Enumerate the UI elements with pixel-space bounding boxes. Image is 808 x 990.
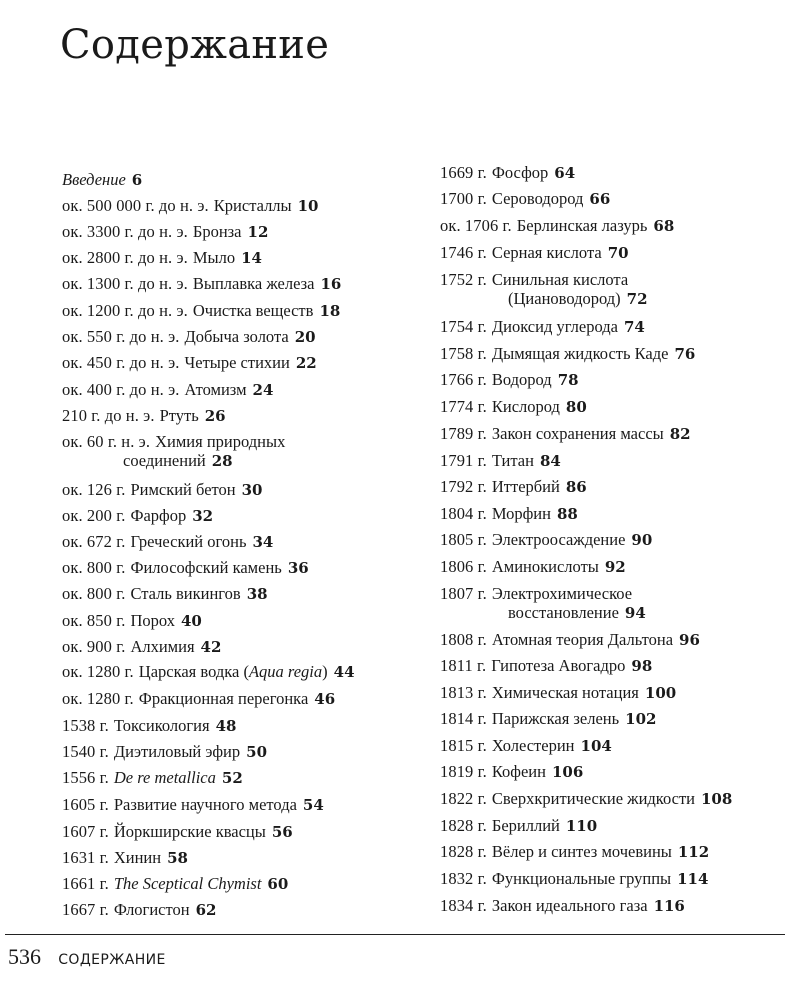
toc-entry xyxy=(440,789,732,809)
toc-entry-date: 1758 г. xyxy=(440,344,487,363)
toc-entry-page: 58 xyxy=(167,849,188,867)
toc-entry-page: 102 xyxy=(625,710,657,728)
toc-entry-date: ок. 900 г. xyxy=(62,637,126,656)
toc-entry-title: Закон сохранения массы xyxy=(491,424,664,443)
toc-entry xyxy=(440,216,674,236)
toc-entry-page: 112 xyxy=(677,843,710,861)
toc-entry xyxy=(440,683,676,703)
toc-entry-title: Сероводород xyxy=(491,189,584,208)
toc-entry-title: Порох xyxy=(130,611,175,630)
toc-entry xyxy=(62,248,262,268)
toc-entry-page: 50 xyxy=(246,743,268,761)
toc-entry-title: Бронза xyxy=(192,222,242,241)
toc-entry-page: 42 xyxy=(200,638,222,656)
toc-entry-title-italic: Aqua regia xyxy=(248,662,323,681)
toc-entry xyxy=(62,380,273,400)
toc-entry xyxy=(440,397,587,417)
toc-entry-page: 88 xyxy=(556,505,578,523)
toc-entry-title: Серная кислота xyxy=(491,243,602,262)
toc-entry-date: 1815 г. xyxy=(440,736,487,755)
toc-entry-title: Четыре стихии xyxy=(184,353,290,372)
toc-entry-date: 1556 г. xyxy=(62,768,109,787)
toc-entry xyxy=(62,662,355,682)
toc-entry xyxy=(62,532,273,552)
toc-entry xyxy=(440,344,695,364)
toc-entry-date: 1774 г. xyxy=(440,397,487,416)
toc-entry-title: The Sceptical Chymist xyxy=(113,874,262,893)
toc-entry-title: Бериллий xyxy=(491,816,560,835)
toc-entry-date: 1791 г. xyxy=(440,451,487,470)
toc-entry-date: 1808 г. xyxy=(440,630,487,649)
toc-entry-title-line2: восстановление xyxy=(508,603,619,622)
toc-entry-date: ок. 800 г. xyxy=(62,558,126,577)
toc-entry-title: Кислород xyxy=(491,397,560,416)
toc-entry-title: Иттербий xyxy=(491,477,560,496)
toc-entry-date: ок. 1706 г. xyxy=(440,216,512,235)
toc-entry-date: 1807 г. xyxy=(440,584,487,603)
toc-entry-page: 108 xyxy=(701,790,733,808)
toc-entry-continuation xyxy=(440,289,648,309)
toc-entry-page: 94 xyxy=(624,604,646,622)
toc-entry-page: 74 xyxy=(623,318,645,336)
toc-entry xyxy=(440,270,648,309)
toc-entry-date: 1832 г. xyxy=(440,869,487,888)
toc-entry-date: 1814 г. xyxy=(440,709,487,728)
toc-entry-title: Диоксид углерода xyxy=(491,317,618,336)
toc-entry xyxy=(62,768,243,788)
toc-entry-title: Фосфор xyxy=(491,163,549,182)
toc-entry xyxy=(440,630,700,650)
toc-entry-date: ок. 450 г. до н. э. xyxy=(62,353,180,372)
toc-entry-date: 1752 г. xyxy=(440,270,487,289)
toc-entry xyxy=(440,584,646,623)
toc-entry-page: 64 xyxy=(554,164,576,182)
toc-entry-page: 28 xyxy=(211,452,233,470)
page-title: Содержание xyxy=(60,22,330,68)
toc-entry-date: ок. 850 г. xyxy=(62,611,126,630)
toc-entry-page: 106 xyxy=(551,763,584,781)
toc-entry-title: Атомизм xyxy=(184,380,247,399)
toc-entry-date: ок. 400 г. до н. э. xyxy=(62,380,180,399)
toc-entry-title: Химическая нотация xyxy=(491,683,639,702)
toc-entry-date: ок. 550 г. до н. э. xyxy=(62,327,180,346)
toc-entry xyxy=(62,584,268,604)
toc-entry-date: 1819 г. xyxy=(440,762,487,781)
footer-page-number: 536 xyxy=(8,944,41,969)
toc-entry-title: Кристаллы xyxy=(213,196,292,215)
toc-entry xyxy=(62,558,309,578)
toc-entry xyxy=(62,506,213,526)
toc-entry-page: 84 xyxy=(539,452,561,470)
toc-entry xyxy=(62,716,236,736)
toc-entry-date: 1811 г. xyxy=(440,656,487,675)
toc-entry-title: Римский бетон xyxy=(130,480,236,499)
toc-entry-page: 116 xyxy=(653,897,685,915)
toc-entry-page: 26 xyxy=(204,407,226,425)
toc-entry-title: Греческий огонь xyxy=(130,532,247,551)
toc-entry xyxy=(440,370,579,390)
toc-entry-date: 1806 г. xyxy=(440,557,487,576)
toc-entry-title: Холестерин xyxy=(491,736,575,755)
toc-entry-page: 72 xyxy=(626,290,648,308)
toc-entry-title: Йоркширские квасцы xyxy=(113,822,266,841)
toc-entry-page: 114 xyxy=(677,870,709,888)
toc-entry-title: Сверхкритические жидкости xyxy=(491,789,695,808)
toc-entry xyxy=(440,163,575,183)
toc-entry-page: 76 xyxy=(674,345,696,363)
toc-entry-date: 1605 г. xyxy=(62,795,109,814)
toc-entry-date: 1631 г. xyxy=(62,848,109,867)
toc-entry-date: 1828 г. xyxy=(440,816,487,835)
toc-entry xyxy=(62,222,268,242)
toc-entry-date: 210 г. до н. э. xyxy=(62,406,155,425)
toc-entry xyxy=(62,689,335,709)
toc-entry-page: 66 xyxy=(589,190,611,208)
toc-entry-page: 10 xyxy=(297,197,319,215)
toc-entry-date: ок. 500 000 г. до н. э. xyxy=(62,196,209,215)
toc-entry xyxy=(62,480,262,500)
toc-entry-title: De re metallica xyxy=(113,768,216,787)
page-footer xyxy=(8,944,166,970)
toc-entry-title: Флогистон xyxy=(113,900,190,919)
toc-entry-title: Морфин xyxy=(491,504,551,523)
toc-entry-title: Выплавка железа xyxy=(192,274,315,293)
toc-entry-page: 6 xyxy=(131,171,143,189)
toc-entry xyxy=(440,189,610,209)
toc-entry xyxy=(440,736,612,756)
toc-entry-page: 98 xyxy=(631,657,653,675)
toc-entry-date: 1669 г. xyxy=(440,163,487,182)
toc-entry-page: 22 xyxy=(295,354,317,372)
toc-entry-date: 1792 г. xyxy=(440,477,487,496)
toc-entry-date: ок. 2800 г. до н. э. xyxy=(62,248,188,267)
toc-entry-title: Алхимия xyxy=(130,637,195,656)
toc-entry-title: Водород xyxy=(491,370,552,389)
toc-entry-page: 92 xyxy=(604,558,626,576)
toc-entry xyxy=(440,869,708,889)
toc-entry-date: 1789 г. xyxy=(440,424,487,443)
toc-entry-title-end: ) xyxy=(322,662,328,681)
toc-entry-title: Введение xyxy=(62,170,126,189)
toc-entry-page: 34 xyxy=(252,533,274,551)
toc-entry-date: ок. 800 г. xyxy=(62,584,126,603)
toc-entry-title: Титан xyxy=(491,451,534,470)
toc-entry xyxy=(62,196,319,216)
toc-entry-page: 14 xyxy=(241,249,262,267)
toc-entry-title: Добыча золота xyxy=(184,327,289,346)
toc-entry-title: Философский камень xyxy=(130,558,282,577)
toc-entry-page: 12 xyxy=(247,223,269,241)
toc-entry-page: 80 xyxy=(565,398,587,416)
toc-entry-page: 32 xyxy=(192,507,214,525)
toc-entry xyxy=(62,637,221,657)
toc-entry xyxy=(62,822,293,842)
toc-entry-page: 36 xyxy=(287,559,309,577)
toc-entry-date: 1661 г. xyxy=(62,874,109,893)
toc-entry xyxy=(440,451,561,471)
toc-entry-date: ок. 672 г. xyxy=(62,532,126,551)
toc-entry xyxy=(62,406,226,426)
toc-entry-date: 1700 г. xyxy=(440,189,487,208)
toc-entry-date: 1766 г. xyxy=(440,370,487,389)
toc-entry-title: Гипотеза Авогадро xyxy=(491,656,626,675)
toc-entry-page: 60 xyxy=(267,875,289,893)
toc-entry-title: Электрохимическое xyxy=(491,584,633,603)
toc-entry-title: Атомная теория Дальтона xyxy=(491,630,674,649)
toc-entry-date: 1538 г. xyxy=(62,716,109,735)
toc-entry-title-line2: (Циановодород) xyxy=(508,289,621,308)
toc-entry xyxy=(62,848,188,868)
toc-entry-page: 52 xyxy=(221,769,243,787)
toc-entry-title: Вёлер и синтез мочевины xyxy=(491,842,672,861)
toc-entry xyxy=(440,896,685,916)
toc-entry xyxy=(62,900,216,920)
toc-entry-title: Кофеин xyxy=(491,762,546,781)
toc-entry xyxy=(62,795,324,815)
toc-entry xyxy=(440,477,587,497)
toc-entry-title: Функциональные группы xyxy=(491,869,672,888)
toc-entry-title: Токсикология xyxy=(113,716,210,735)
toc-entry-page: 46 xyxy=(314,690,336,708)
toc-entry-date: 1813 г. xyxy=(440,683,487,702)
toc-entry-page: 110 xyxy=(565,817,598,835)
toc-entry-page: 56 xyxy=(271,823,293,841)
toc-entry-date: 1540 г. xyxy=(62,742,109,761)
toc-entry-date: ок. 1280 г. xyxy=(62,662,134,681)
toc-entry-date: 1754 г. xyxy=(440,317,487,336)
toc-entry xyxy=(440,816,597,836)
footer-section-title: СОДЕРЖАНИЕ xyxy=(58,952,166,968)
toc-entry-date: 1804 г. xyxy=(440,504,487,523)
toc-entry-title: Аминокислоты xyxy=(491,557,599,576)
toc-entry-page: 62 xyxy=(195,901,217,919)
toc-entry xyxy=(62,432,285,471)
toc-entry-date: ок. 1280 г. xyxy=(62,689,134,708)
toc-entry-title: Царская водка ( xyxy=(138,662,249,681)
toc-entry-date: 1834 г. xyxy=(440,896,487,915)
toc-entry-page: 96 xyxy=(679,631,700,649)
toc-entry xyxy=(440,530,652,550)
toc-entry-title: Мыло xyxy=(192,248,236,267)
toc-entry-title: Дымящая жидкость Каде xyxy=(491,344,669,363)
toc-entry xyxy=(440,317,645,337)
toc-entry xyxy=(440,762,583,782)
toc-entry xyxy=(62,301,340,321)
toc-entry-continuation xyxy=(440,603,646,623)
toc-entry-date: 1746 г. xyxy=(440,243,487,262)
toc-entry-date: ок. 1200 г. до н. э. xyxy=(62,301,188,320)
toc-entry xyxy=(440,243,629,263)
toc-entry-title: Электроосаждение xyxy=(491,530,626,549)
toc-entry-date: 1822 г. xyxy=(440,789,487,808)
toc-entry-title: Очистка веществ xyxy=(192,301,314,320)
toc-entry-title: Фарфор xyxy=(130,506,187,525)
toc-entry-date: 1805 г. xyxy=(440,530,487,549)
toc-entry xyxy=(62,611,202,631)
toc-entry-page: 44 xyxy=(333,663,355,681)
toc-entry-title: Ртуть xyxy=(159,406,199,425)
toc-entry xyxy=(440,424,691,444)
toc-entry-date: ок. 60 г. н. э. xyxy=(62,432,151,451)
toc-entry-date: 1828 г. xyxy=(440,842,487,861)
toc-entry-title: Диэтиловый эфир xyxy=(113,742,241,761)
toc-entry-date: 1667 г. xyxy=(62,900,109,919)
toc-entry-page: 82 xyxy=(669,425,691,443)
toc-entry-page: 54 xyxy=(302,796,324,814)
toc-entry-page: 86 xyxy=(565,478,587,496)
toc-entry-title: Парижская зелень xyxy=(491,709,620,728)
toc-entry-page: 38 xyxy=(246,585,268,603)
toc-entry xyxy=(440,656,652,676)
toc-entry xyxy=(62,874,288,894)
toc-entry-title: Берлинская лазурь xyxy=(516,216,648,235)
toc-entry-continuation xyxy=(62,451,285,471)
toc-entry-title: Развитие научного метода xyxy=(113,795,297,814)
toc-entry-page: 104 xyxy=(580,737,612,755)
toc-entry-title: Химия природных xyxy=(155,432,286,451)
toc-entry-title-line2: соединений xyxy=(123,451,206,470)
toc-entry-date: 1607 г. xyxy=(62,822,109,841)
toc-entry-page: 16 xyxy=(320,275,342,293)
toc-entry-title: Сталь викингов xyxy=(130,584,241,603)
toc-entry-title: Синильная кислота xyxy=(491,270,629,289)
toc-entry-page: 20 xyxy=(294,328,316,346)
footer-rule xyxy=(5,934,785,935)
toc-entry xyxy=(62,353,317,373)
toc-entry xyxy=(440,842,709,862)
toc-entry xyxy=(62,170,142,190)
toc-entry-page: 40 xyxy=(180,612,202,630)
toc-entry-page: 100 xyxy=(644,684,677,702)
toc-entry-title: Закон идеального газа xyxy=(491,896,648,915)
toc-entry-page: 68 xyxy=(653,217,675,235)
toc-entry xyxy=(62,327,316,347)
toc-entry xyxy=(62,274,341,294)
toc-entry-page: 90 xyxy=(631,531,653,549)
toc-entry-date: ок. 1300 г. до н. э. xyxy=(62,274,188,293)
toc-entry xyxy=(440,709,656,729)
toc-entry-page: 48 xyxy=(215,717,237,735)
toc-entry-page: 30 xyxy=(241,481,263,499)
toc-entry-title: Хинин xyxy=(113,848,162,867)
toc-entry-date: ок. 126 г. xyxy=(62,480,126,499)
toc-entry xyxy=(440,557,626,577)
toc-entry-date: ок. 3300 г. до н. э. xyxy=(62,222,188,241)
toc-entry-date: ок. 200 г. xyxy=(62,506,126,525)
toc-entry-title: Фракционная перегонка xyxy=(138,689,309,708)
toc-entry-page: 18 xyxy=(319,302,341,320)
toc-entry-page: 70 xyxy=(607,244,629,262)
toc-entry xyxy=(62,742,267,762)
toc-entry xyxy=(440,504,578,524)
toc-entry-page: 78 xyxy=(557,371,579,389)
toc-entry-page: 24 xyxy=(252,381,274,399)
